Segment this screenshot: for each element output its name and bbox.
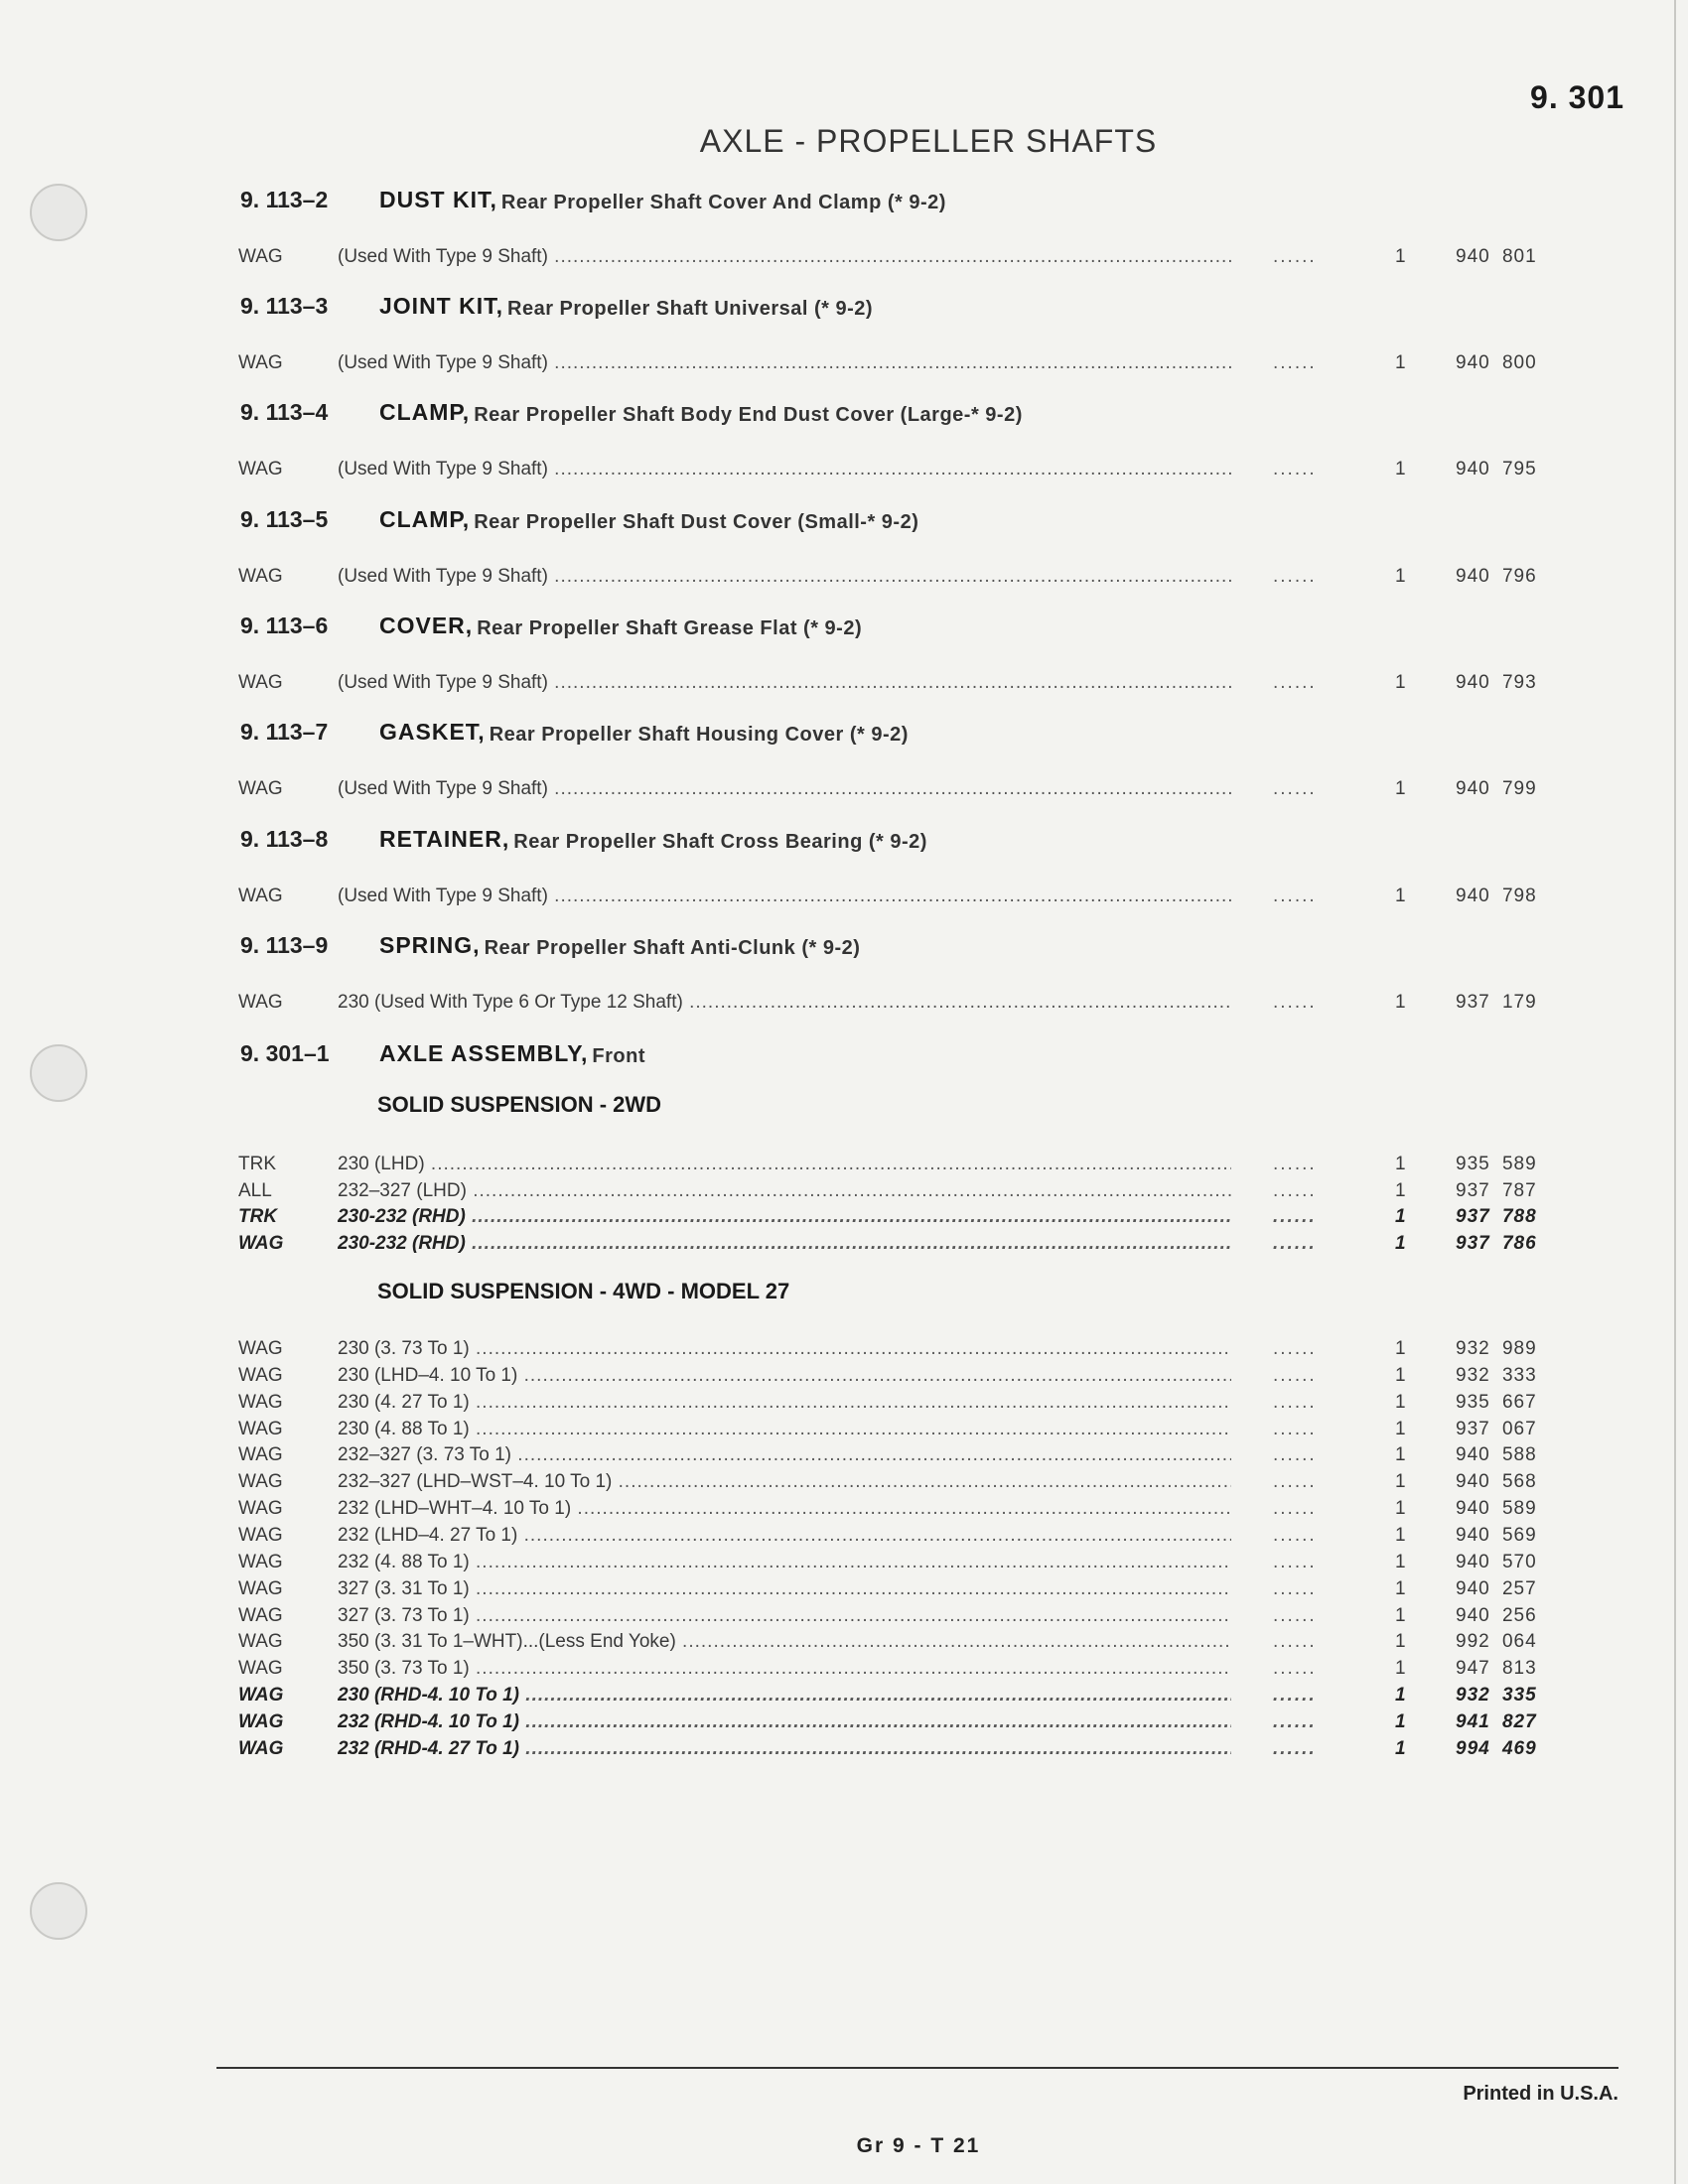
item-description: 350 (3. 73 To 1) ..... xyxy=(338,1658,1231,1680)
item-number: 9. 113–3 xyxy=(240,293,329,319)
model-code: WAG xyxy=(238,1392,283,1413)
item-subtitle: Rear Propeller Shaft Housing Cover (* 9-2) xyxy=(489,724,909,746)
leader-dots: ...... xyxy=(1273,246,1317,267)
item-description: 327 (3. 73 To 1) ..... xyxy=(338,1605,1231,1627)
item-subtitle: Rear Propeller Shaft Cross Bearing (* 9-2) xyxy=(513,831,927,853)
leader-dots: ...... xyxy=(1273,1419,1317,1439)
leader-gap xyxy=(1231,1498,1271,1520)
leader-dots: ...... xyxy=(1273,1658,1317,1679)
item-title: CLAMP, xyxy=(379,506,471,532)
quantity: 1 xyxy=(1395,352,1406,373)
leader-gap xyxy=(1231,1631,1271,1653)
quantity: 1 xyxy=(1395,778,1406,799)
leader-gap xyxy=(1231,1685,1271,1706)
item-number: 9. 113–6 xyxy=(240,613,329,638)
leader-gap xyxy=(1231,886,1271,907)
leader-dots: ...... xyxy=(1273,1444,1317,1465)
item-subtitle: Rear Propeller Shaft Universal (* 9-2) xyxy=(507,298,874,320)
item-number: 9. 113–7 xyxy=(240,719,329,745)
item-description: 230 (4. 88 To 1) ..... xyxy=(338,1419,1231,1440)
part-number: 940 798 xyxy=(1456,886,1537,906)
item-subtitle: Rear Propeller Shaft Dust Cover (Small-* 9-2) xyxy=(474,511,919,533)
quantity: 1 xyxy=(1395,1631,1406,1652)
model-code: WAG xyxy=(238,246,283,267)
model-code: WAG xyxy=(238,1338,283,1359)
leader-dots: ...... xyxy=(1273,1471,1317,1492)
leader-gap xyxy=(1231,1180,1271,1202)
model-code: WAG xyxy=(238,1444,283,1465)
quantity: 1 xyxy=(1395,1738,1406,1759)
quantity: 1 xyxy=(1395,1206,1406,1227)
leader-dots: ...... xyxy=(1273,1605,1317,1626)
quantity: 1 xyxy=(1395,1605,1406,1626)
item-description: 232 (RHD-4. 10 To 1) ..... xyxy=(338,1711,1231,1733)
leader-dots: ...... xyxy=(1273,1525,1317,1546)
binder-hole xyxy=(30,184,87,241)
leader-gap xyxy=(1231,672,1271,694)
model-code: WAG xyxy=(238,1738,284,1759)
item-name xyxy=(379,506,919,533)
leader-gap xyxy=(1231,1605,1271,1627)
item-description: 232–327 (3. 73 To 1) ..... xyxy=(338,1444,1231,1466)
leader-gap xyxy=(1231,1206,1271,1228)
leader-dots: ...... xyxy=(1273,1552,1317,1572)
item-name xyxy=(379,1040,645,1067)
model-code: WAG xyxy=(238,1711,284,1732)
part-number: 937 788 xyxy=(1456,1206,1537,1227)
item-name xyxy=(379,932,861,959)
quantity: 1 xyxy=(1395,1338,1406,1359)
item-title: SPRING, xyxy=(379,932,481,958)
item-title: CLAMP, xyxy=(379,399,471,425)
leader-gap xyxy=(1231,1711,1271,1733)
leader-dots: ...... xyxy=(1273,1180,1317,1201)
part-number: 994 469 xyxy=(1456,1738,1537,1759)
leader-dots: ...... xyxy=(1273,992,1317,1013)
quantity: 1 xyxy=(1395,672,1406,693)
part-number: 940 256 xyxy=(1456,1605,1537,1626)
item-description: (Used With Type 9 Shaft) ..... xyxy=(338,566,1231,588)
item-description: 230 (RHD-4. 10 To 1) ..... xyxy=(338,1685,1231,1706)
group-heading: SOLID SUSPENSION - 4WD - MODEL 27 xyxy=(377,1279,790,1303)
quantity: 1 xyxy=(1395,1444,1406,1465)
quantity: 1 xyxy=(1395,1498,1406,1519)
model-code: WAG xyxy=(238,459,283,479)
part-number: 940 800 xyxy=(1456,352,1537,373)
leader-gap xyxy=(1231,778,1271,800)
leader-dots: ...... xyxy=(1273,1365,1317,1386)
item-name xyxy=(379,293,874,320)
model-code: WAG xyxy=(238,778,283,799)
model-code: TRK xyxy=(238,1206,278,1227)
quantity: 1 xyxy=(1395,1711,1406,1732)
part-number: 935 589 xyxy=(1456,1154,1537,1174)
item-title: COVER, xyxy=(379,613,474,638)
group-heading: SOLID SUSPENSION - 2WD xyxy=(377,1092,662,1117)
item-number: 9. 113–4 xyxy=(240,399,329,425)
leader-gap xyxy=(1231,246,1271,268)
item-subtitle: Rear Propeller Shaft Cover And Clamp (* 9-2) xyxy=(500,192,946,213)
item-name xyxy=(379,613,863,639)
leader-dots: ...... xyxy=(1273,1685,1317,1706)
item-description: 230-232 (RHD) ..... xyxy=(338,1233,1231,1255)
item-description: (Used With Type 9 Shaft) ..... xyxy=(338,246,1231,268)
leader-gap xyxy=(1231,1658,1271,1680)
leader-gap xyxy=(1231,1471,1271,1493)
item-title: RETAINER, xyxy=(379,826,510,852)
item-number: 9. 301–1 xyxy=(240,1040,330,1066)
quantity: 1 xyxy=(1395,1658,1406,1679)
model-code: WAG xyxy=(238,1419,283,1439)
leader-gap xyxy=(1231,1525,1271,1547)
leader-dots: ...... xyxy=(1273,352,1317,373)
section-title: AXLE - PROPELLER SHAFTS xyxy=(699,123,1158,159)
item-name xyxy=(379,187,946,213)
item-description: 230 (Used With Type 6 Or Type 12 Shaft) ..... xyxy=(338,992,1231,1014)
item-number: 9. 113–9 xyxy=(240,932,329,958)
leader-gap xyxy=(1231,1338,1271,1360)
part-number: 940 589 xyxy=(1456,1498,1537,1519)
model-code: WAG xyxy=(238,1471,283,1492)
printed-note: Printed in U.S.A. xyxy=(1463,2083,1618,2105)
part-number: 937 786 xyxy=(1456,1233,1537,1254)
item-description: (Used With Type 9 Shaft) ..... xyxy=(338,886,1231,907)
leader-dots: ...... xyxy=(1273,1338,1317,1359)
item-description: 232 (LHD–4. 27 To 1) ..... xyxy=(338,1525,1231,1547)
leader-dots: ...... xyxy=(1273,1154,1317,1174)
leader-dots: ...... xyxy=(1273,778,1317,799)
model-code: WAG xyxy=(238,1631,283,1652)
part-number: 940 257 xyxy=(1456,1578,1537,1599)
item-description: 232 (LHD–WHT–4. 10 To 1) ..... xyxy=(338,1498,1231,1520)
item-title: DUST KIT, xyxy=(379,187,497,212)
item-description: 232 (RHD-4. 27 To 1) ..... xyxy=(338,1738,1231,1760)
footer-divider xyxy=(216,2067,1618,2069)
part-number: 940 588 xyxy=(1456,1444,1537,1465)
part-number: 932 335 xyxy=(1456,1685,1537,1706)
item-description: 230 (3. 73 To 1) ..... xyxy=(338,1338,1231,1360)
part-number: 992 064 xyxy=(1456,1631,1537,1652)
part-number: 932 333 xyxy=(1456,1365,1537,1386)
item-subtitle: Front xyxy=(592,1045,645,1067)
leader-gap xyxy=(1231,1444,1271,1466)
leader-gap xyxy=(1231,459,1271,480)
leader-dots: ...... xyxy=(1273,566,1317,587)
part-number: 937 067 xyxy=(1456,1419,1537,1439)
leader-dots: ...... xyxy=(1273,1711,1317,1732)
part-number: 940 795 xyxy=(1456,459,1537,479)
quantity: 1 xyxy=(1395,1180,1406,1201)
part-number: 940 793 xyxy=(1456,672,1537,693)
leader-gap xyxy=(1231,1392,1271,1414)
leader-dots: ...... xyxy=(1273,1233,1317,1254)
model-code: WAG xyxy=(238,1605,283,1626)
item-title: AXLE ASSEMBLY, xyxy=(379,1040,589,1066)
page-number: 9. 301 xyxy=(1530,79,1624,115)
item-description: 232 (4. 88 To 1) ..... xyxy=(338,1552,1231,1573)
quantity: 1 xyxy=(1395,886,1406,906)
binder-hole xyxy=(30,1882,87,1940)
leader-dots: ...... xyxy=(1273,1631,1317,1652)
quantity: 1 xyxy=(1395,1578,1406,1599)
model-code: WAG xyxy=(238,1498,283,1519)
part-number: 935 667 xyxy=(1456,1392,1537,1413)
item-description: (Used With Type 9 Shaft) ..... xyxy=(338,672,1231,694)
quantity: 1 xyxy=(1395,1365,1406,1386)
part-number: 940 570 xyxy=(1456,1552,1537,1572)
item-description: 230 (LHD) ..... xyxy=(338,1154,1231,1175)
leader-gap xyxy=(1231,1233,1271,1255)
page-reference: Gr 9 - T 21 xyxy=(856,2134,981,2157)
item-description: 350 (3. 31 To 1–WHT)...(Less End Yoke) ..... xyxy=(338,1631,1231,1653)
leader-gap xyxy=(1231,992,1271,1014)
quantity: 1 xyxy=(1395,1685,1406,1706)
item-title: JOINT KIT, xyxy=(379,293,504,319)
leader-gap xyxy=(1231,1154,1271,1175)
leader-gap xyxy=(1231,1365,1271,1387)
leader-dots: ...... xyxy=(1273,1206,1317,1227)
model-code: WAG xyxy=(238,886,283,906)
page-edge xyxy=(1674,0,1676,2184)
quantity: 1 xyxy=(1395,1233,1406,1254)
model-code: WAG xyxy=(238,1578,283,1599)
quantity: 1 xyxy=(1395,1525,1406,1546)
model-code: TRK xyxy=(238,1154,276,1174)
model-code: WAG xyxy=(238,352,283,373)
leader-gap xyxy=(1231,1578,1271,1600)
model-code: ALL xyxy=(238,1180,272,1201)
item-description: 327 (3. 31 To 1) ..... xyxy=(338,1578,1231,1600)
item-number: 9. 113–5 xyxy=(240,506,329,532)
leader-gap xyxy=(1231,566,1271,588)
item-description: 232–327 (LHD–WST–4. 10 To 1) ..... xyxy=(338,1471,1231,1493)
leader-gap xyxy=(1231,1419,1271,1440)
item-name xyxy=(379,719,909,746)
quantity: 1 xyxy=(1395,1419,1406,1439)
item-description: 230 (4. 27 To 1) ..... xyxy=(338,1392,1231,1414)
quantity: 1 xyxy=(1395,1154,1406,1174)
model-code: WAG xyxy=(238,1365,283,1386)
quantity: 1 xyxy=(1395,246,1406,267)
quantity: 1 xyxy=(1395,566,1406,587)
quantity: 1 xyxy=(1395,459,1406,479)
binder-hole xyxy=(30,1044,87,1102)
part-number: 937 179 xyxy=(1456,992,1537,1013)
leader-dots: ...... xyxy=(1273,1738,1317,1759)
model-code: WAG xyxy=(238,1658,283,1679)
model-code: WAG xyxy=(238,992,283,1013)
item-description: (Used With Type 9 Shaft) ..... xyxy=(338,459,1231,480)
leader-dots: ...... xyxy=(1273,1392,1317,1413)
leader-gap xyxy=(1231,1738,1271,1760)
part-number: 940 799 xyxy=(1456,778,1537,799)
quantity: 1 xyxy=(1395,1471,1406,1492)
part-number: 940 568 xyxy=(1456,1471,1537,1492)
model-code: WAG xyxy=(238,672,283,693)
item-number: 9. 113–2 xyxy=(240,187,329,212)
item-name xyxy=(379,826,927,853)
quantity: 1 xyxy=(1395,1552,1406,1572)
leader-dots: ...... xyxy=(1273,1498,1317,1519)
part-number: 940 801 xyxy=(1456,246,1537,267)
part-number: 932 989 xyxy=(1456,1338,1537,1359)
item-number: 9. 113–8 xyxy=(240,826,329,852)
item-title: GASKET, xyxy=(379,719,486,745)
item-description: 230-232 (RHD) ..... xyxy=(338,1206,1231,1228)
leader-dots: ...... xyxy=(1273,1578,1317,1599)
leader-dots: ...... xyxy=(1273,672,1317,693)
item-subtitle: Rear Propeller Shaft Body End Dust Cover (Large-* 9-2) xyxy=(474,404,1023,426)
model-code: WAG xyxy=(238,1525,283,1546)
item-subtitle: Rear Propeller Shaft Grease Flat (* 9-2) xyxy=(477,617,863,639)
part-number: 940 569 xyxy=(1456,1525,1537,1546)
model-code: WAG xyxy=(238,1552,283,1572)
leader-dots: ...... xyxy=(1273,886,1317,906)
leader-dots: ...... xyxy=(1273,459,1317,479)
leader-gap xyxy=(1231,352,1271,374)
model-code: WAG xyxy=(238,1233,284,1254)
model-code: WAG xyxy=(238,1685,284,1706)
item-description: 232–327 (LHD) ..... xyxy=(338,1180,1231,1202)
quantity: 1 xyxy=(1395,992,1406,1013)
quantity: 1 xyxy=(1395,1392,1406,1413)
model-code: WAG xyxy=(238,566,283,587)
part-number: 947 813 xyxy=(1456,1658,1537,1679)
part-number: 937 787 xyxy=(1456,1180,1537,1201)
leader-gap xyxy=(1231,1552,1271,1573)
part-number: 941 827 xyxy=(1456,1711,1537,1732)
item-subtitle: Rear Propeller Shaft Anti-Clunk (* 9-2) xyxy=(484,937,861,959)
item-description: (Used With Type 9 Shaft) ..... xyxy=(338,352,1231,374)
item-description: (Used With Type 9 Shaft) ..... xyxy=(338,778,1231,800)
item-description: 230 (LHD–4. 10 To 1) ..... xyxy=(338,1365,1231,1387)
part-number: 940 796 xyxy=(1456,566,1537,587)
item-name xyxy=(379,399,1023,426)
